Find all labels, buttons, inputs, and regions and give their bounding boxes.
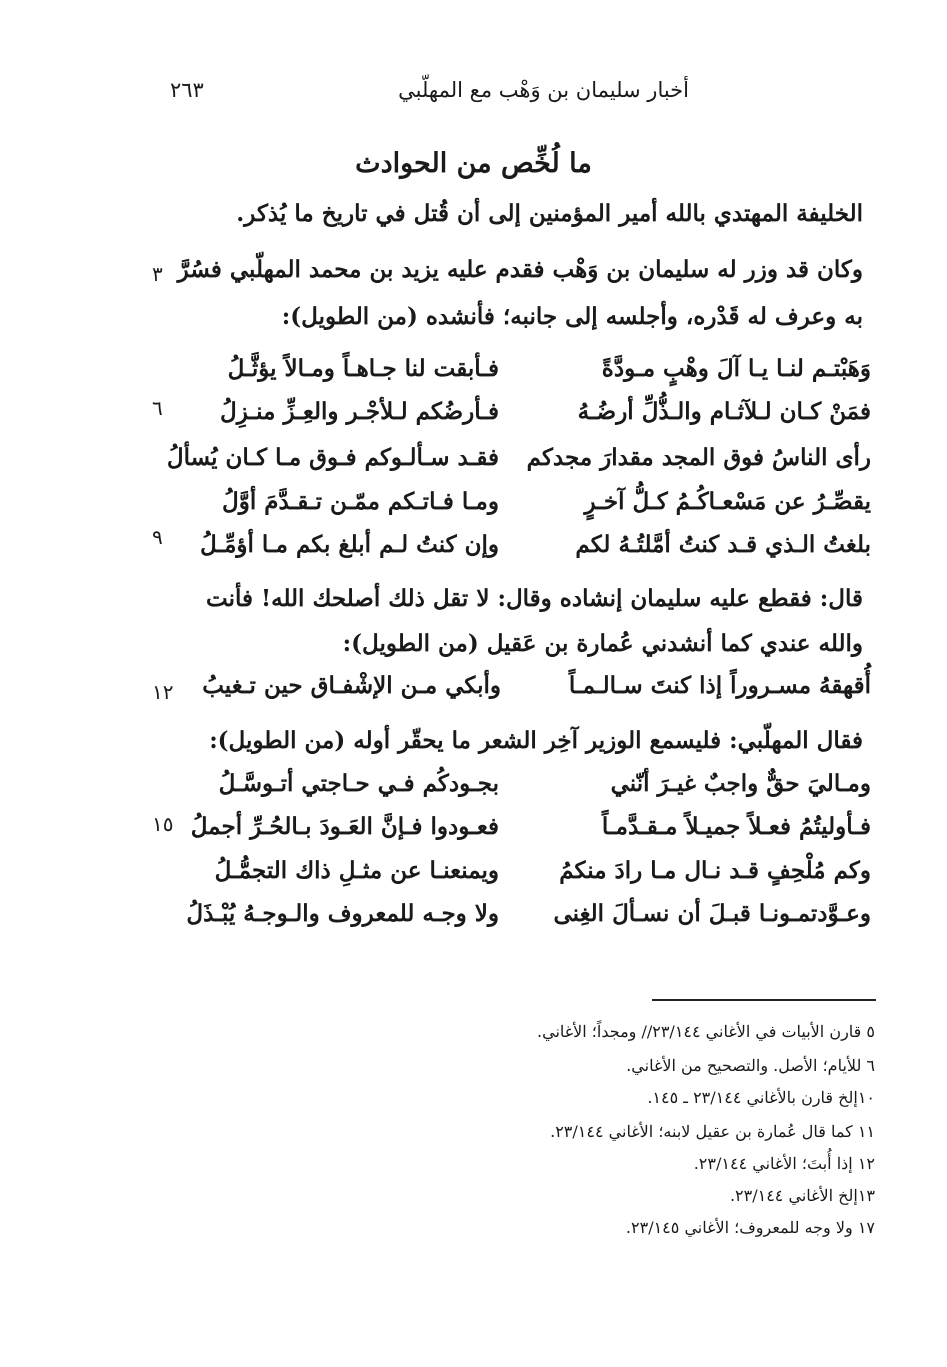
paragraph-line: الخليفة المهتدي بالله أمير المؤمنين إلى أن قُتل في تاريخ ما يُذكر. <box>236 200 863 227</box>
line-number: ١٥ <box>152 812 174 836</box>
paragraph-line: فقال المهلّبي: فليسمع الوزير آخِر الشعر ما يحقّر أوله (من الطويل): <box>209 727 863 754</box>
verse-first-hemistich: يقصِّـرُ عن مَسْعـاكُـمُ كـلُّ آخـرٍ <box>584 488 871 515</box>
verse-second-hemistich: ويمنعنـا عن مثـلِ ذاك التجمُّـلُ <box>214 857 499 884</box>
footnote: ٥ قارن الأبيات في الأغاني ٢٣/١٤٤// ومجداً؛ الأغاني. <box>537 1022 875 1041</box>
paragraph-line: والله عندي كما أنشدني عُمارة بن عَقيل (من الطويل): <box>342 630 863 657</box>
footnote: ٦ للأيام؛ الأصل. والتصحيح من الأغاني. <box>626 1056 875 1075</box>
paragraph-line: قال: فقطع عليه سليمان إنشاده وقال: لا تقل ذلك أصلحك الله! فأنت <box>206 585 863 612</box>
line-number: ٣ <box>152 262 163 286</box>
verse-first-hemistich: وَهَبْتـم لنـا يـا آلَ وهْبٍ مـودَّةً <box>601 355 871 382</box>
running-title: أخبار سليمان بن وَهْب مع المهلّبي <box>398 78 689 102</box>
verse-first-hemistich: فمَنْ كـان لـلآثـام والـذُّلِّ أرضُـهُ <box>577 398 871 425</box>
verse-second-hemistich: فـأرضُكم لـلأجْـر والعِـزِّ منـزِلُ <box>220 398 499 425</box>
verse-first-hemistich: وعـوَّدتمـونـا قبـلَ أن نسـألَ الغِنى <box>553 900 871 927</box>
line-number: ٦ <box>152 396 163 420</box>
verse-first-hemistich: ومـاليَ حقٌّ واجبٌ غيـرَ أنّني <box>610 770 871 797</box>
verse-second-hemistich: ولا وجـه للمعروف والـوجـهُ يُبْـذَلُ <box>186 900 499 927</box>
verse-first-hemistich: وكم مُلْحِفٍ قـد نـال مـا رادَ منكمُ <box>559 857 871 884</box>
page-number: ٢٦٣ <box>170 78 204 102</box>
verse-first-hemistich: بلغتُ الـذي قـد كنتُ أمَّلتُـهُ لكم <box>575 531 871 558</box>
verse-second-hemistich: وأبكي مـن الإشْفـاق حين تـغيبُ <box>202 672 501 699</box>
paragraph-line: وكان قد وزر له سليمان بن وَهْب فقدم عليه يزيد بن محمد المهلّبي فسُرَّ <box>177 256 863 283</box>
section-title: ما لُخِّص من الحوادث <box>355 148 592 179</box>
footnote-divider <box>652 999 876 1001</box>
line-number: ١٢ <box>152 680 174 704</box>
footnote: ١٢ إذا أُبتَ؛ الأغاني ٢٣/١٤٤. <box>693 1154 875 1173</box>
footnote: ١٧ ولا وجه للمعروف؛ الأغاني ٢٣/١٤٥. <box>625 1218 875 1237</box>
verse-first-hemistich: أُقهقهُ مسـروراً إذا كنتَ سـالـمـاً <box>568 672 871 699</box>
paragraph-line: به وعرف له قَدْره، وأجلسه إلى جانبه؛ فأنشده (من الطويل): <box>281 303 863 330</box>
footnote: ١١ كما قال عُمارة بن عقيل لابنه؛ الأغاني ٢٣/١٤٤. <box>550 1122 875 1141</box>
footnote: ١٣إلخ الأغاني ٢٣/١٤٤. <box>729 1186 875 1205</box>
verse-second-hemistich: فقـد سـألـوكم فـوق مـا كـان يُسألُ <box>166 444 499 471</box>
verse-first-hemistich: رأى الناسُ فوق المجد مقدارَ مجدكم <box>526 444 871 471</box>
verse-second-hemistich: وإن كنتُ لـم أبلغ بكم مـا أؤمِّـلُ <box>199 531 499 558</box>
verse-second-hemistich: فـأبقت لنا جـاهـاً ومـالاً يؤثَّـلُ <box>227 355 499 382</box>
verse-first-hemistich: فـأوليتُمُ فعـلاً جميـلاً مـقـدَّمـاً <box>601 813 871 840</box>
verse-second-hemistich: ومـا فـاتـكم ممّـن تـقـدَّمَ أوَّلُ <box>222 488 499 515</box>
footnote: ١٠إلخ قارن بالأغاني ٢٣/١٤٤ ـ ١٤٥. <box>647 1088 875 1107</box>
verse-second-hemistich: فعـودوا فـإنَّ العَـودَ بـالحُـرِّ أجملُ <box>190 813 499 840</box>
verse-second-hemistich: بجـودكُم فـي حـاجتي أتـوسَّـلُ <box>218 770 499 797</box>
line-number: ٩ <box>152 525 163 549</box>
